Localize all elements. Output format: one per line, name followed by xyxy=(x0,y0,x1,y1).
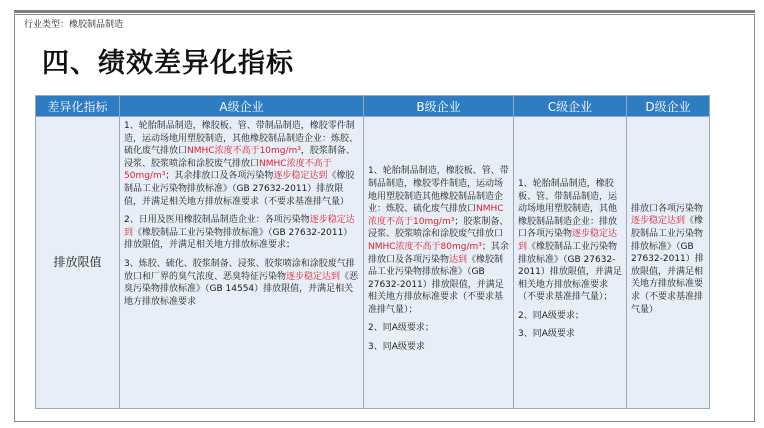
industry-label: 行业类型：橡胶制品制造 xyxy=(24,20,124,30)
cell-b-item-2: 2、同A级要求； xyxy=(368,323,434,334)
header-b: B级企业 xyxy=(364,96,514,117)
table-header-row xyxy=(36,96,710,117)
header-d: D级企业 xyxy=(627,96,710,117)
header-indicator: 差异化指标 xyxy=(36,96,120,117)
cell-a-item-3: 3、炼胶、硫化、胶浆制备、浸浆、胶浆喷涂和涂胶废气排放口和厂界的臭气浓度、恶臭特征污染物逐步稳定达到《恶臭污染物排放标准》（GB 14554）排放限值，并满足相关地方排放标准要求 xyxy=(124,258,359,307)
table-row xyxy=(36,117,710,409)
cell-c-item-2: 2、同A级要求； xyxy=(518,310,584,321)
cell-d-item: 排放口各项污染物逐步稳定达到《橡胶制品工业污染物排放标准》（GB 27632-2011）排放限值，并满足相关地方排放标准要求（不要求基准排气量） xyxy=(631,203,704,315)
performance-table xyxy=(35,95,710,409)
cell-d xyxy=(627,117,710,409)
cell-c-item-1: 1、轮胎制品制造，橡胶板、管、带制品制造，运动场地用塑胶制造，其他橡胶制品制造企业：排放口各项污染物逐步稳定达到《橡胶制品工业污染物排放标准》（GB 27632-2011）排放限值，并满足相关地方排放标准要求（不要求基准排气量）； xyxy=(518,178,622,303)
cell-a-item-2: 2、日用及医用橡胶制品制造企业：各项污染物逐步稳定达到《橡胶制品工业污染物排放标准》（GB 27632-2011）排放限值，并满足相关地方排放标准要求； xyxy=(124,215,355,251)
cell-a-item-1: 1、轮胎制品制造，橡胶板、管、带制品制造，橡胶零件制造，运动场地用塑胶制造，其他橡胶制品制造企业：炼胶、硫化废气排放口NMHC浓度不高于10mg/m³，胶浆制备、浸浆、胶浆喷涂和涂胶废气排放口NMHC浓度不高于50mg/m³；其余排放口及各项污染物逐步稳定达到《橡胶制品工业污染物排放标准》（GB 27632-2011）排放限值，并满足相关地方排放标准要求（不要求基准排气量） xyxy=(124,121,359,207)
cell-a xyxy=(120,117,364,409)
row-label: 排放限值 xyxy=(36,117,120,409)
top-rule xyxy=(14,10,755,13)
cell-c-item-3: 3、同A级要求 xyxy=(518,329,575,340)
cell-b xyxy=(364,117,514,409)
cell-b-item-1: 1、轮胎制品制造，橡胶板、管、带制品制造，橡胶零件制造，运动场地用塑胶制造其他橡胶制品制造企业：炼胶、硫化废气排放口NMHC浓度不高于10mg/m³；胶浆制备、浸浆、胶浆喷涂和涂胶废气排放口NMHC浓度不高于80mg/m³；其余排放口及各项污染物达到《橡胶制品工业污染物排放标准》（GB 27632-2011）排放限值，并满足相关地方排放标准要求（不要求基准排气量）； xyxy=(368,166,509,315)
page-title: 四、绩效差异化指标 xyxy=(42,48,294,79)
header-c: C级企业 xyxy=(514,96,627,117)
cell-b-item-3: 3、同A级要求 xyxy=(368,342,425,353)
cell-c xyxy=(514,117,627,409)
header-a: A级企业 xyxy=(120,96,364,117)
